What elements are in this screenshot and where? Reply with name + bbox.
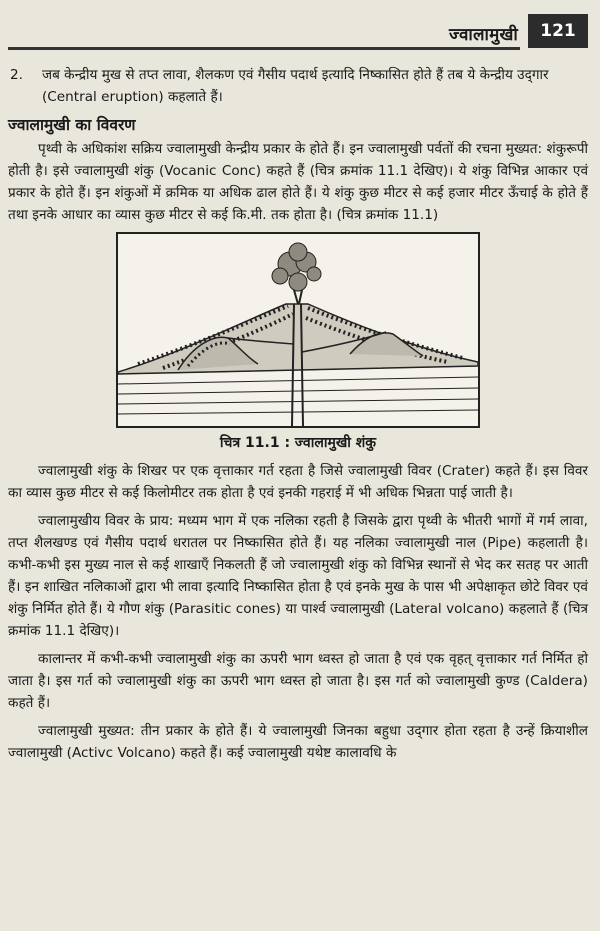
paragraph-4: कालान्तर में कभी-कभी ज्वालामुखी शंकु का ऊपरी भाग ध्वस्त हो जाता है एवं एक वृहत्‌ वृत्ताकार गर्त निर्मित हो जाता है। इस गर्त को ज्वालामुखी शंकु का ऊपरी भाग ध्वस्त हो जाता है। इस गर्त को ज्वालामुखी कुण्ड (Caldera) कहते हैं। bbox=[8, 651, 588, 711]
section-heading: ज्वालामुखी का विवरण bbox=[8, 116, 136, 134]
header-rule bbox=[8, 47, 520, 50]
page-number: 121 bbox=[528, 14, 588, 48]
figure-caption: चित्र 11.1 : ज्वालामुखी शंकु bbox=[219, 435, 377, 451]
page-content bbox=[8, 64, 588, 770]
running-title: ज्वालामुखी bbox=[449, 25, 518, 45]
paragraph-1: पृथ्वी के अधिकांश सक्रिय ज्वालामुखी केन्द्रीय प्रकार के होते हैं। इन ज्वालामुखी पर्वतों की रचना मुख्यत: शंकुरूपी होती है। इसे ज्वालामुखी शंकु (Vocanic Conc) कहते हैं (चित्र क्रमांक 11.1 देखिए)। ये शंकु विभिन्न आकार एवं प्रकार के होते हैं। इन शंकुओं में क्रमिक या अधिक ढाल होते हैं। ये शंकु कुछ मीटर से कई हजार मीटर ऊँचाई के होते हैं तथा इनके आधार का व्यास कुछ मीटर से कई कि.मी. तक होता है। (चित्र क्रमांक 11.1) bbox=[8, 141, 588, 223]
paragraph-2: ज्वालामुखी शंकु के शिखर पर एक वृत्ताकार गर्त रहता है जिसे ज्वालामुखी विवर (Crater) कहते हैं। इस विवर का व्यास कुछ मीटर से कई किलोमीटर तक होता है एवं इनकी गहराई में भी अधिक भिन्नता पाई जाती है। bbox=[8, 463, 588, 501]
item-number: 2. bbox=[10, 67, 23, 83]
volcano-cone-figure bbox=[116, 232, 480, 428]
item-text: जब केन्द्रीय मुख से तप्त लावा, शैलकण एवं गैसीय पदार्थ इत्यादि निष्कासित होते हैं तब ये केन्द्रीय उद्‌गार (Central eruption) कहलाते हैं। bbox=[42, 67, 549, 105]
paragraph-5: ज्वालामुखी मुख्यत: तीन प्रकार के होते हैं। ये ज्वालामुखी जिनका बहुधा उद्‌गार होता रहता है उन्हें क्रियाशील ज्वालामुखी (Activc Volcano) कहते हैं। कई ज्वालामुखी यथेष्ट कालावधि के bbox=[8, 723, 588, 761]
volcano-cone-illustration bbox=[118, 234, 478, 426]
numbered-item bbox=[8, 64, 588, 108]
paragraph-3: ज्वालामुखीय विवर के प्राय: मध्यम भाग में एक नलिका रहती है जिसके द्वारा पृथ्वी के भीतरी भागों में गर्म लावा, तप्त शैलखण्ड एवं गैसीय पदार्थ धरातल पर निष्कासित होते हैं। यह नलिका ज्वालामुखी नाल (Pipe) कहलाती है। कभी-कभी इस मुख्य नाल से कई शाखाएँ निकलती हैं जो ज्वालामुखी शंकु को विभिन्न स्थानों से भेद कर सतह पर आती हैं। इन शाखित नलिकाओं द्वारा भी लावा इत्यादि निष्कासित होता है एवं इनके मुख के पास भी अपेक्षाकृत छोटे विवर एवं शंकु निर्मित होते हैं। ये गौण शंकु (Parasitic cones) या पार्श्व ज्वालामुखी (Lateral volcano) कहलाते हैं (चित्र क्रमांक 11.1 देखिए)। bbox=[8, 513, 588, 639]
page-header bbox=[0, 0, 600, 46]
